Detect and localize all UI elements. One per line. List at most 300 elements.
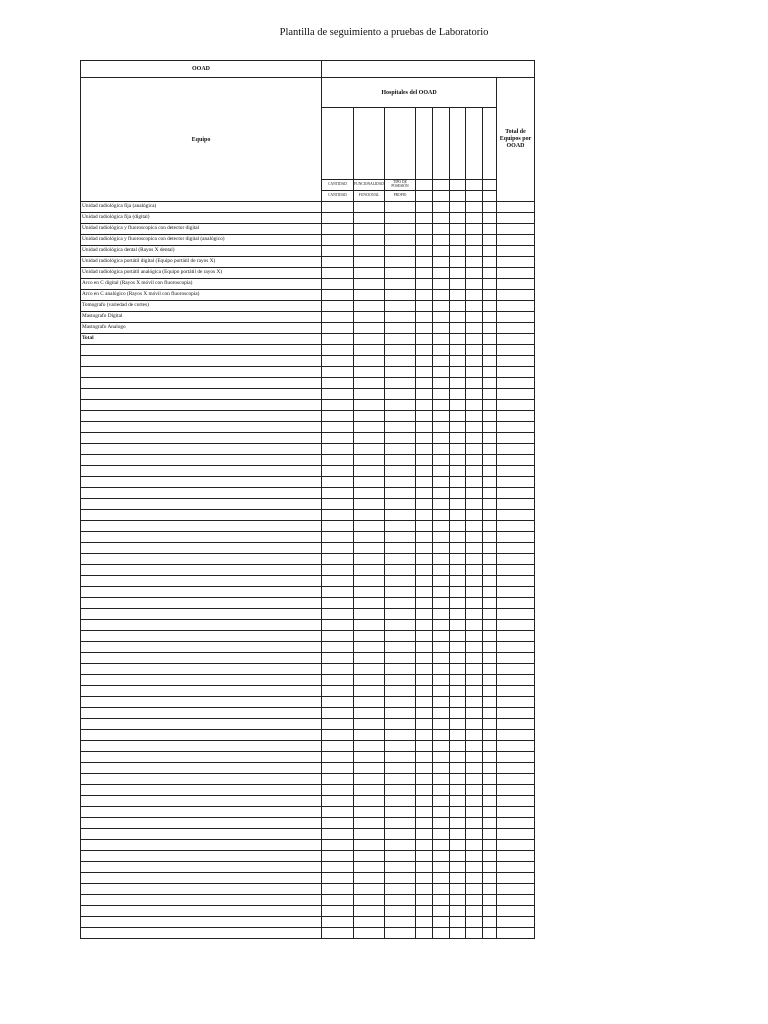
entry-cell[interactable] <box>322 235 354 246</box>
entry-cell[interactable] <box>483 631 497 642</box>
entry-cell[interactable] <box>416 521 433 532</box>
entry-cell[interactable] <box>497 730 535 741</box>
entry-cell[interactable] <box>450 774 466 785</box>
entry-cell[interactable] <box>416 378 433 389</box>
entry-cell[interactable] <box>416 268 433 279</box>
entry-cell[interactable] <box>497 829 535 840</box>
entry-cell[interactable] <box>416 543 433 554</box>
entry-cell[interactable] <box>354 246 385 257</box>
entry-cell[interactable] <box>450 862 466 873</box>
entry-cell[interactable] <box>385 510 416 521</box>
entry-cell[interactable] <box>497 708 535 719</box>
entry-cell[interactable] <box>466 378 483 389</box>
entry-cell[interactable] <box>416 466 433 477</box>
entry-cell[interactable] <box>497 389 535 400</box>
entry-cell[interactable] <box>416 290 433 301</box>
entry-cell[interactable] <box>466 829 483 840</box>
entry-cell[interactable] <box>354 719 385 730</box>
entry-cell[interactable] <box>450 829 466 840</box>
entry-cell[interactable] <box>466 609 483 620</box>
entry-cell[interactable] <box>416 356 433 367</box>
entry-cell[interactable] <box>433 488 450 499</box>
entry-cell[interactable] <box>466 631 483 642</box>
entry-cell[interactable] <box>497 367 535 378</box>
entry-cell[interactable] <box>450 554 466 565</box>
entry-cell[interactable] <box>483 246 497 257</box>
entry-cell[interactable] <box>466 664 483 675</box>
entry-cell[interactable] <box>466 895 483 906</box>
entry-cell[interactable] <box>322 499 354 510</box>
entry-cell[interactable] <box>385 576 416 587</box>
entry-cell[interactable] <box>466 741 483 752</box>
entry-cell[interactable] <box>433 917 450 928</box>
entry-cell[interactable] <box>466 730 483 741</box>
entry-cell[interactable] <box>416 675 433 686</box>
entry-cell[interactable] <box>497 532 535 543</box>
entry-cell[interactable] <box>450 587 466 598</box>
entry-cell[interactable] <box>483 433 497 444</box>
entry-cell[interactable] <box>497 609 535 620</box>
entry-cell[interactable] <box>450 785 466 796</box>
entry-cell[interactable] <box>433 697 450 708</box>
entry-cell[interactable] <box>497 917 535 928</box>
entry-cell[interactable] <box>483 906 497 917</box>
entry-cell[interactable] <box>450 224 466 235</box>
entry-cell[interactable] <box>322 895 354 906</box>
entry-cell[interactable] <box>483 345 497 356</box>
entry-cell[interactable] <box>483 719 497 730</box>
entry-cell[interactable] <box>450 741 466 752</box>
entry-cell[interactable] <box>322 906 354 917</box>
entry-cell[interactable] <box>497 466 535 477</box>
entry-cell[interactable] <box>385 774 416 785</box>
entry-cell[interactable] <box>450 928 466 939</box>
entry-cell[interactable] <box>433 620 450 631</box>
entry-cell[interactable] <box>483 928 497 939</box>
entry-cell[interactable] <box>385 499 416 510</box>
entry-cell[interactable] <box>433 873 450 884</box>
entry-cell[interactable] <box>433 653 450 664</box>
entry-cell[interactable] <box>322 565 354 576</box>
entry-cell[interactable] <box>450 444 466 455</box>
entry-cell[interactable] <box>433 796 450 807</box>
entry-cell[interactable] <box>497 598 535 609</box>
entry-cell[interactable] <box>466 477 483 488</box>
entry-cell[interactable] <box>466 466 483 477</box>
entry-cell[interactable] <box>450 202 466 213</box>
entry-cell[interactable] <box>483 279 497 290</box>
entry-cell[interactable] <box>466 290 483 301</box>
entry-cell[interactable] <box>416 774 433 785</box>
entry-cell[interactable] <box>497 510 535 521</box>
entry-cell[interactable] <box>354 521 385 532</box>
entry-cell[interactable] <box>497 521 535 532</box>
entry-cell[interactable] <box>385 466 416 477</box>
entry-cell[interactable] <box>416 851 433 862</box>
entry-cell[interactable] <box>497 587 535 598</box>
entry-cell[interactable] <box>354 389 385 400</box>
entry-cell[interactable] <box>483 818 497 829</box>
entry-cell[interactable] <box>466 928 483 939</box>
entry-cell[interactable] <box>416 477 433 488</box>
entry-cell[interactable] <box>322 224 354 235</box>
entry-cell[interactable] <box>354 444 385 455</box>
entry-cell[interactable] <box>385 554 416 565</box>
entry-cell[interactable] <box>385 609 416 620</box>
entry-cell[interactable] <box>450 477 466 488</box>
entry-cell[interactable] <box>416 367 433 378</box>
entry-cell[interactable] <box>354 488 385 499</box>
entry-cell[interactable] <box>416 631 433 642</box>
entry-cell[interactable] <box>497 752 535 763</box>
entry-cell[interactable] <box>466 719 483 730</box>
entry-cell[interactable] <box>354 587 385 598</box>
entry-cell[interactable] <box>483 378 497 389</box>
entry-cell[interactable] <box>354 202 385 213</box>
entry-cell[interactable] <box>497 642 535 653</box>
entry-cell[interactable] <box>483 290 497 301</box>
entry-cell[interactable] <box>497 290 535 301</box>
entry-cell[interactable] <box>497 631 535 642</box>
entry-cell[interactable] <box>450 312 466 323</box>
entry-cell[interactable] <box>483 367 497 378</box>
entry-cell[interactable] <box>450 301 466 312</box>
entry-cell[interactable] <box>450 246 466 257</box>
entry-cell[interactable] <box>433 477 450 488</box>
entry-cell[interactable] <box>416 917 433 928</box>
entry-cell[interactable] <box>466 851 483 862</box>
entry-cell[interactable] <box>354 224 385 235</box>
entry-cell[interactable] <box>450 895 466 906</box>
entry-cell[interactable] <box>466 796 483 807</box>
entry-cell[interactable] <box>416 224 433 235</box>
entry-cell[interactable] <box>483 532 497 543</box>
entry-cell[interactable] <box>322 774 354 785</box>
entry-cell[interactable] <box>433 433 450 444</box>
entry-cell[interactable] <box>433 862 450 873</box>
entry-cell[interactable] <box>385 257 416 268</box>
entry-cell[interactable] <box>466 312 483 323</box>
entry-cell[interactable] <box>483 576 497 587</box>
entry-cell[interactable] <box>433 565 450 576</box>
entry-cell[interactable] <box>385 323 416 334</box>
entry-cell[interactable] <box>385 675 416 686</box>
entry-cell[interactable] <box>466 807 483 818</box>
entry-cell[interactable] <box>354 818 385 829</box>
entry-cell[interactable] <box>322 576 354 587</box>
entry-cell[interactable] <box>416 411 433 422</box>
entry-cell[interactable] <box>483 400 497 411</box>
entry-cell[interactable] <box>354 565 385 576</box>
entry-cell[interactable] <box>354 851 385 862</box>
entry-cell[interactable] <box>354 631 385 642</box>
entry-cell[interactable] <box>385 895 416 906</box>
entry-cell[interactable] <box>497 565 535 576</box>
entry-cell[interactable] <box>385 290 416 301</box>
entry-cell[interactable] <box>466 818 483 829</box>
entry-cell[interactable] <box>354 763 385 774</box>
entry-cell[interactable] <box>433 708 450 719</box>
entry-cell[interactable] <box>322 884 354 895</box>
entry-cell[interactable] <box>450 422 466 433</box>
entry-cell[interactable] <box>466 873 483 884</box>
entry-cell[interactable] <box>450 356 466 367</box>
entry-cell[interactable] <box>385 906 416 917</box>
entry-cell[interactable] <box>322 521 354 532</box>
entry-cell[interactable] <box>483 334 497 345</box>
entry-cell[interactable] <box>497 928 535 939</box>
entry-cell[interactable] <box>416 598 433 609</box>
entry-cell[interactable] <box>354 686 385 697</box>
entry-cell[interactable] <box>322 323 354 334</box>
entry-cell[interactable] <box>416 741 433 752</box>
entry-cell[interactable] <box>322 367 354 378</box>
entry-cell[interactable] <box>433 345 450 356</box>
entry-cell[interactable] <box>322 796 354 807</box>
entry-cell[interactable] <box>354 554 385 565</box>
entry-cell[interactable] <box>497 433 535 444</box>
entry-cell[interactable] <box>416 686 433 697</box>
entry-cell[interactable] <box>483 466 497 477</box>
entry-cell[interactable] <box>466 642 483 653</box>
entry-cell[interactable] <box>416 334 433 345</box>
entry-cell[interactable] <box>497 257 535 268</box>
entry-cell[interactable] <box>433 290 450 301</box>
entry-cell[interactable] <box>483 499 497 510</box>
entry-cell[interactable] <box>483 235 497 246</box>
entry-cell[interactable] <box>433 312 450 323</box>
entry-cell[interactable] <box>433 576 450 587</box>
entry-cell[interactable] <box>497 400 535 411</box>
entry-cell[interactable] <box>497 488 535 499</box>
entry-cell[interactable] <box>433 895 450 906</box>
entry-cell[interactable] <box>497 675 535 686</box>
entry-cell[interactable] <box>466 532 483 543</box>
entry-cell[interactable] <box>466 444 483 455</box>
entry-cell[interactable] <box>416 807 433 818</box>
entry-cell[interactable] <box>322 356 354 367</box>
entry-cell[interactable] <box>354 213 385 224</box>
entry-cell[interactable] <box>450 697 466 708</box>
entry-cell[interactable] <box>385 565 416 576</box>
entry-cell[interactable] <box>385 697 416 708</box>
entry-cell[interactable] <box>466 422 483 433</box>
entry-cell[interactable] <box>483 389 497 400</box>
entry-cell[interactable] <box>385 378 416 389</box>
entry-cell[interactable] <box>483 774 497 785</box>
entry-cell[interactable] <box>483 895 497 906</box>
entry-cell[interactable] <box>497 719 535 730</box>
entry-cell[interactable] <box>483 268 497 279</box>
entry-cell[interactable] <box>450 213 466 224</box>
entry-cell[interactable] <box>416 719 433 730</box>
entry-cell[interactable] <box>450 796 466 807</box>
entry-cell[interactable] <box>385 719 416 730</box>
entry-cell[interactable] <box>497 268 535 279</box>
entry-cell[interactable] <box>483 851 497 862</box>
entry-cell[interactable] <box>497 356 535 367</box>
entry-cell[interactable] <box>322 400 354 411</box>
entry-cell[interactable] <box>416 202 433 213</box>
entry-cell[interactable] <box>385 730 416 741</box>
entry-cell[interactable] <box>322 587 354 598</box>
entry-cell[interactable] <box>450 433 466 444</box>
entry-cell[interactable] <box>385 433 416 444</box>
entry-cell[interactable] <box>433 730 450 741</box>
entry-cell[interactable] <box>322 312 354 323</box>
entry-cell[interactable] <box>497 862 535 873</box>
entry-cell[interactable] <box>483 873 497 884</box>
entry-cell[interactable] <box>483 301 497 312</box>
entry-cell[interactable] <box>466 301 483 312</box>
entry-cell[interactable] <box>322 213 354 224</box>
entry-cell[interactable] <box>416 818 433 829</box>
entry-cell[interactable] <box>416 895 433 906</box>
entry-cell[interactable] <box>322 246 354 257</box>
entry-cell[interactable] <box>385 235 416 246</box>
entry-cell[interactable] <box>483 686 497 697</box>
entry-cell[interactable] <box>433 741 450 752</box>
entry-cell[interactable] <box>466 587 483 598</box>
entry-cell[interactable] <box>322 477 354 488</box>
entry-cell[interactable] <box>354 411 385 422</box>
entry-cell[interactable] <box>416 213 433 224</box>
entry-cell[interactable] <box>416 510 433 521</box>
entry-cell[interactable] <box>354 708 385 719</box>
entry-cell[interactable] <box>416 400 433 411</box>
entry-cell[interactable] <box>385 598 416 609</box>
entry-cell[interactable] <box>354 345 385 356</box>
entry-cell[interactable] <box>433 521 450 532</box>
entry-cell[interactable] <box>416 928 433 939</box>
entry-cell[interactable] <box>385 411 416 422</box>
entry-cell[interactable] <box>466 323 483 334</box>
entry-cell[interactable] <box>497 334 535 345</box>
entry-cell[interactable] <box>450 598 466 609</box>
entry-cell[interactable] <box>450 466 466 477</box>
entry-cell[interactable] <box>416 301 433 312</box>
entry-cell[interactable] <box>354 642 385 653</box>
entry-cell[interactable] <box>483 312 497 323</box>
entry-cell[interactable] <box>497 477 535 488</box>
entry-cell[interactable] <box>483 323 497 334</box>
entry-cell[interactable] <box>354 367 385 378</box>
entry-cell[interactable] <box>483 488 497 499</box>
entry-cell[interactable] <box>433 928 450 939</box>
entry-cell[interactable] <box>450 675 466 686</box>
entry-cell[interactable] <box>450 631 466 642</box>
entry-cell[interactable] <box>497 796 535 807</box>
entry-cell[interactable] <box>483 554 497 565</box>
entry-cell[interactable] <box>433 840 450 851</box>
entry-cell[interactable] <box>450 884 466 895</box>
entry-cell[interactable] <box>497 818 535 829</box>
entry-cell[interactable] <box>416 873 433 884</box>
entry-cell[interactable] <box>497 840 535 851</box>
entry-cell[interactable] <box>497 224 535 235</box>
entry-cell[interactable] <box>497 411 535 422</box>
entry-cell[interactable] <box>466 697 483 708</box>
entry-cell[interactable] <box>322 730 354 741</box>
entry-cell[interactable] <box>450 290 466 301</box>
entry-cell[interactable] <box>385 213 416 224</box>
entry-cell[interactable] <box>450 851 466 862</box>
entry-cell[interactable] <box>322 752 354 763</box>
entry-cell[interactable] <box>416 642 433 653</box>
entry-cell[interactable] <box>433 543 450 554</box>
entry-cell[interactable] <box>466 521 483 532</box>
entry-cell[interactable] <box>450 653 466 664</box>
entry-cell[interactable] <box>483 213 497 224</box>
entry-cell[interactable] <box>483 741 497 752</box>
entry-cell[interactable] <box>322 686 354 697</box>
entry-cell[interactable] <box>433 466 450 477</box>
entry-cell[interactable] <box>322 543 354 554</box>
entry-cell[interactable] <box>322 917 354 928</box>
entry-cell[interactable] <box>416 499 433 510</box>
entry-cell[interactable] <box>483 565 497 576</box>
entry-cell[interactable] <box>450 840 466 851</box>
entry-cell[interactable] <box>497 664 535 675</box>
entry-cell[interactable] <box>450 235 466 246</box>
entry-cell[interactable] <box>450 609 466 620</box>
entry-cell[interactable] <box>416 389 433 400</box>
entry-cell[interactable] <box>354 400 385 411</box>
entry-cell[interactable] <box>450 818 466 829</box>
entry-cell[interactable] <box>433 752 450 763</box>
entry-cell[interactable] <box>416 444 433 455</box>
entry-cell[interactable] <box>385 400 416 411</box>
entry-cell[interactable] <box>433 455 450 466</box>
entry-cell[interactable] <box>483 356 497 367</box>
entry-cell[interactable] <box>466 213 483 224</box>
entry-cell[interactable] <box>354 598 385 609</box>
entry-cell[interactable] <box>483 411 497 422</box>
entry-cell[interactable] <box>354 268 385 279</box>
entry-cell[interactable] <box>385 686 416 697</box>
entry-cell[interactable] <box>466 488 483 499</box>
entry-cell[interactable] <box>385 202 416 213</box>
entry-cell[interactable] <box>416 763 433 774</box>
entry-cell[interactable] <box>416 785 433 796</box>
entry-cell[interactable] <box>450 532 466 543</box>
entry-cell[interactable] <box>433 224 450 235</box>
entry-cell[interactable] <box>450 565 466 576</box>
entry-cell[interactable] <box>354 906 385 917</box>
entry-cell[interactable] <box>354 895 385 906</box>
entry-cell[interactable] <box>450 378 466 389</box>
entry-cell[interactable] <box>416 455 433 466</box>
entry-cell[interactable] <box>450 488 466 499</box>
entry-cell[interactable] <box>416 884 433 895</box>
entry-cell[interactable] <box>416 587 433 598</box>
entry-cell[interactable] <box>322 675 354 686</box>
entry-cell[interactable] <box>416 862 433 873</box>
entry-cell[interactable] <box>450 499 466 510</box>
entry-cell[interactable] <box>416 752 433 763</box>
entry-cell[interactable] <box>466 752 483 763</box>
entry-cell[interactable] <box>497 202 535 213</box>
entry-cell[interactable] <box>466 840 483 851</box>
entry-cell[interactable] <box>416 433 433 444</box>
entry-cell[interactable] <box>322 268 354 279</box>
entry-cell[interactable] <box>483 598 497 609</box>
entry-cell[interactable] <box>354 323 385 334</box>
entry-cell[interactable] <box>450 708 466 719</box>
entry-cell[interactable] <box>416 279 433 290</box>
entry-cell[interactable] <box>433 609 450 620</box>
entry-cell[interactable] <box>497 279 535 290</box>
